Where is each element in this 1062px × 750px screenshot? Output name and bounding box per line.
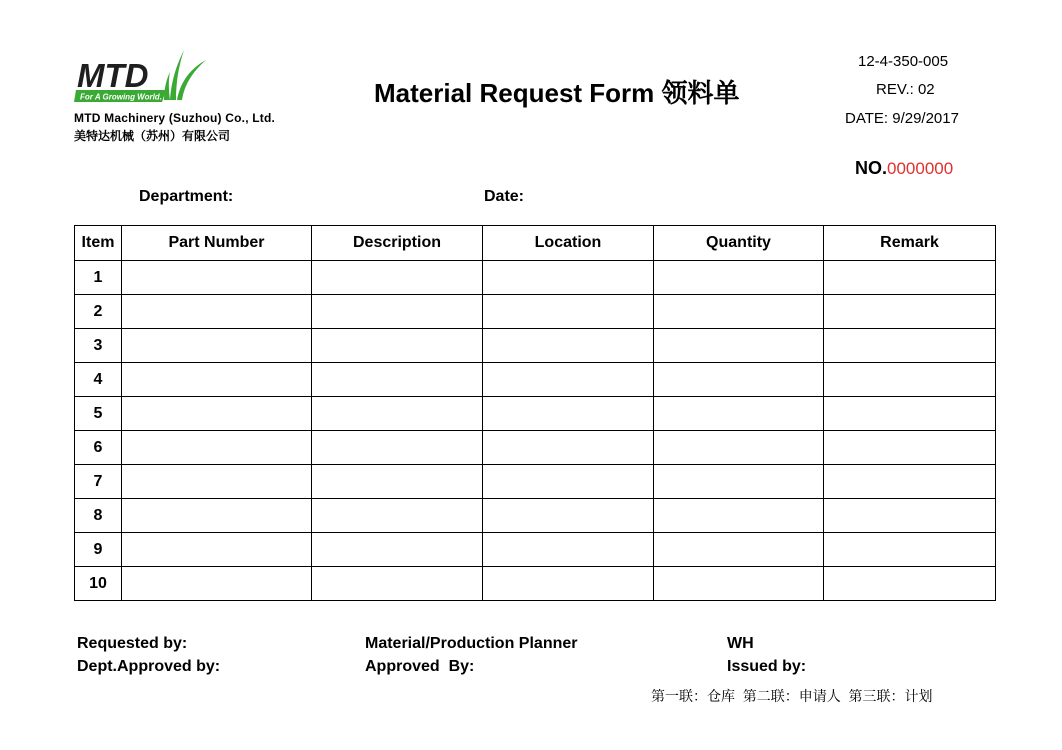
part-number-cell[interactable] bbox=[122, 533, 312, 567]
quantity-cell[interactable] bbox=[654, 431, 824, 465]
description-cell[interactable] bbox=[312, 363, 483, 397]
document-date: DATE: 9/29/2017 bbox=[845, 110, 959, 127]
description-cell[interactable] bbox=[312, 533, 483, 567]
location-cell[interactable] bbox=[483, 465, 654, 499]
description-cell[interactable] bbox=[312, 329, 483, 363]
quantity-cell[interactable] bbox=[654, 363, 824, 397]
part-number-cell[interactable] bbox=[122, 499, 312, 533]
location-cell[interactable] bbox=[483, 431, 654, 465]
department-label: Department: bbox=[139, 188, 234, 205]
item-number-cell: 8 bbox=[75, 499, 122, 533]
table-body bbox=[75, 261, 996, 601]
table-row bbox=[75, 363, 996, 397]
location-cell[interactable] bbox=[483, 397, 654, 431]
mtd-logo bbox=[74, 48, 214, 106]
part-number-cell[interactable] bbox=[122, 465, 312, 499]
quantity-cell[interactable] bbox=[654, 261, 824, 295]
location-cell[interactable] bbox=[483, 295, 654, 329]
table-row bbox=[75, 533, 996, 567]
table-row bbox=[75, 261, 996, 295]
quantity-cell[interactable] bbox=[654, 499, 824, 533]
location-cell[interactable] bbox=[483, 567, 654, 601]
item-number-cell: 4 bbox=[75, 363, 122, 397]
description-cell[interactable] bbox=[312, 499, 483, 533]
quantity-cell[interactable] bbox=[654, 329, 824, 363]
serial-label: NO. bbox=[855, 158, 888, 178]
table-header-row bbox=[75, 226, 996, 261]
location-cell[interactable] bbox=[483, 499, 654, 533]
logo-tagline: For A Growing World. bbox=[80, 92, 162, 102]
remark-cell[interactable] bbox=[824, 431, 996, 465]
description-cell[interactable] bbox=[312, 465, 483, 499]
column-header: Part Number bbox=[122, 226, 312, 261]
part-number-cell[interactable] bbox=[122, 329, 312, 363]
remark-cell[interactable] bbox=[824, 397, 996, 431]
remark-cell[interactable] bbox=[824, 499, 996, 533]
revision: REV.: 02 bbox=[876, 81, 935, 98]
copy-distribution-note: 第一联：仓库 第二联：申请人 第三联：计划 bbox=[651, 688, 933, 704]
logo-brand-text: MTD bbox=[77, 57, 149, 94]
company-name-cn: 美特达机械（苏州）有限公司 bbox=[74, 129, 231, 143]
location-cell[interactable] bbox=[483, 363, 654, 397]
location-cell[interactable] bbox=[483, 261, 654, 295]
quantity-cell[interactable] bbox=[654, 295, 824, 329]
table-row bbox=[75, 567, 996, 601]
planner-label: Material/Production Planner bbox=[365, 635, 578, 652]
item-number-cell: 5 bbox=[75, 397, 122, 431]
part-number-cell[interactable] bbox=[122, 295, 312, 329]
serial-value: 0000000 bbox=[887, 159, 954, 178]
form-title: Material Request Form 领料单 bbox=[374, 78, 740, 108]
column-header: Location bbox=[483, 226, 654, 261]
table-row bbox=[75, 329, 996, 363]
item-number-cell: 7 bbox=[75, 465, 122, 499]
issued-by-label: Issued by: bbox=[727, 658, 807, 675]
document-number: 12-4-350-005 bbox=[858, 53, 949, 70]
remark-cell[interactable] bbox=[824, 329, 996, 363]
wh-label: WH bbox=[727, 635, 754, 652]
part-number-cell[interactable] bbox=[122, 567, 312, 601]
remark-cell[interactable] bbox=[824, 533, 996, 567]
location-cell[interactable] bbox=[483, 533, 654, 567]
form-serial-number bbox=[855, 158, 953, 179]
quantity-cell[interactable] bbox=[654, 533, 824, 567]
dept-approved-by-label: Dept.Approved by: bbox=[77, 658, 221, 675]
remark-cell[interactable] bbox=[824, 261, 996, 295]
part-number-cell[interactable] bbox=[122, 431, 312, 465]
date-label: Date: bbox=[484, 188, 525, 205]
table-row bbox=[75, 431, 996, 465]
remark-cell[interactable] bbox=[824, 363, 996, 397]
description-cell[interactable] bbox=[312, 261, 483, 295]
table-row bbox=[75, 499, 996, 533]
column-header: Item bbox=[75, 226, 122, 261]
column-header: Remark bbox=[824, 226, 996, 261]
request-table bbox=[74, 225, 996, 601]
item-number-cell: 2 bbox=[75, 295, 122, 329]
description-cell[interactable] bbox=[312, 567, 483, 601]
remark-cell[interactable] bbox=[824, 295, 996, 329]
column-header: Quantity bbox=[654, 226, 824, 261]
remark-cell[interactable] bbox=[824, 465, 996, 499]
quantity-cell[interactable] bbox=[654, 567, 824, 601]
part-number-cell[interactable] bbox=[122, 261, 312, 295]
item-number-cell: 6 bbox=[75, 431, 122, 465]
part-number-cell[interactable] bbox=[122, 363, 312, 397]
item-number-cell: 10 bbox=[75, 567, 122, 601]
requested-by-label: Requested by: bbox=[77, 635, 188, 652]
part-number-cell[interactable] bbox=[122, 397, 312, 431]
remark-cell[interactable] bbox=[824, 567, 996, 601]
description-cell[interactable] bbox=[312, 431, 483, 465]
item-number-cell: 3 bbox=[75, 329, 122, 363]
column-header: Description bbox=[312, 226, 483, 261]
description-cell[interactable] bbox=[312, 397, 483, 431]
table-row bbox=[75, 295, 996, 329]
item-number-cell: 9 bbox=[75, 533, 122, 567]
quantity-cell[interactable] bbox=[654, 397, 824, 431]
description-cell[interactable] bbox=[312, 295, 483, 329]
table-row bbox=[75, 397, 996, 431]
approved-by-label: Approved By: bbox=[365, 658, 475, 675]
quantity-cell[interactable] bbox=[654, 465, 824, 499]
location-cell[interactable] bbox=[483, 329, 654, 363]
table-row bbox=[75, 465, 996, 499]
item-number-cell: 1 bbox=[75, 261, 122, 295]
company-name-en: MTD Machinery (Suzhou) Co., Ltd. bbox=[74, 111, 276, 125]
